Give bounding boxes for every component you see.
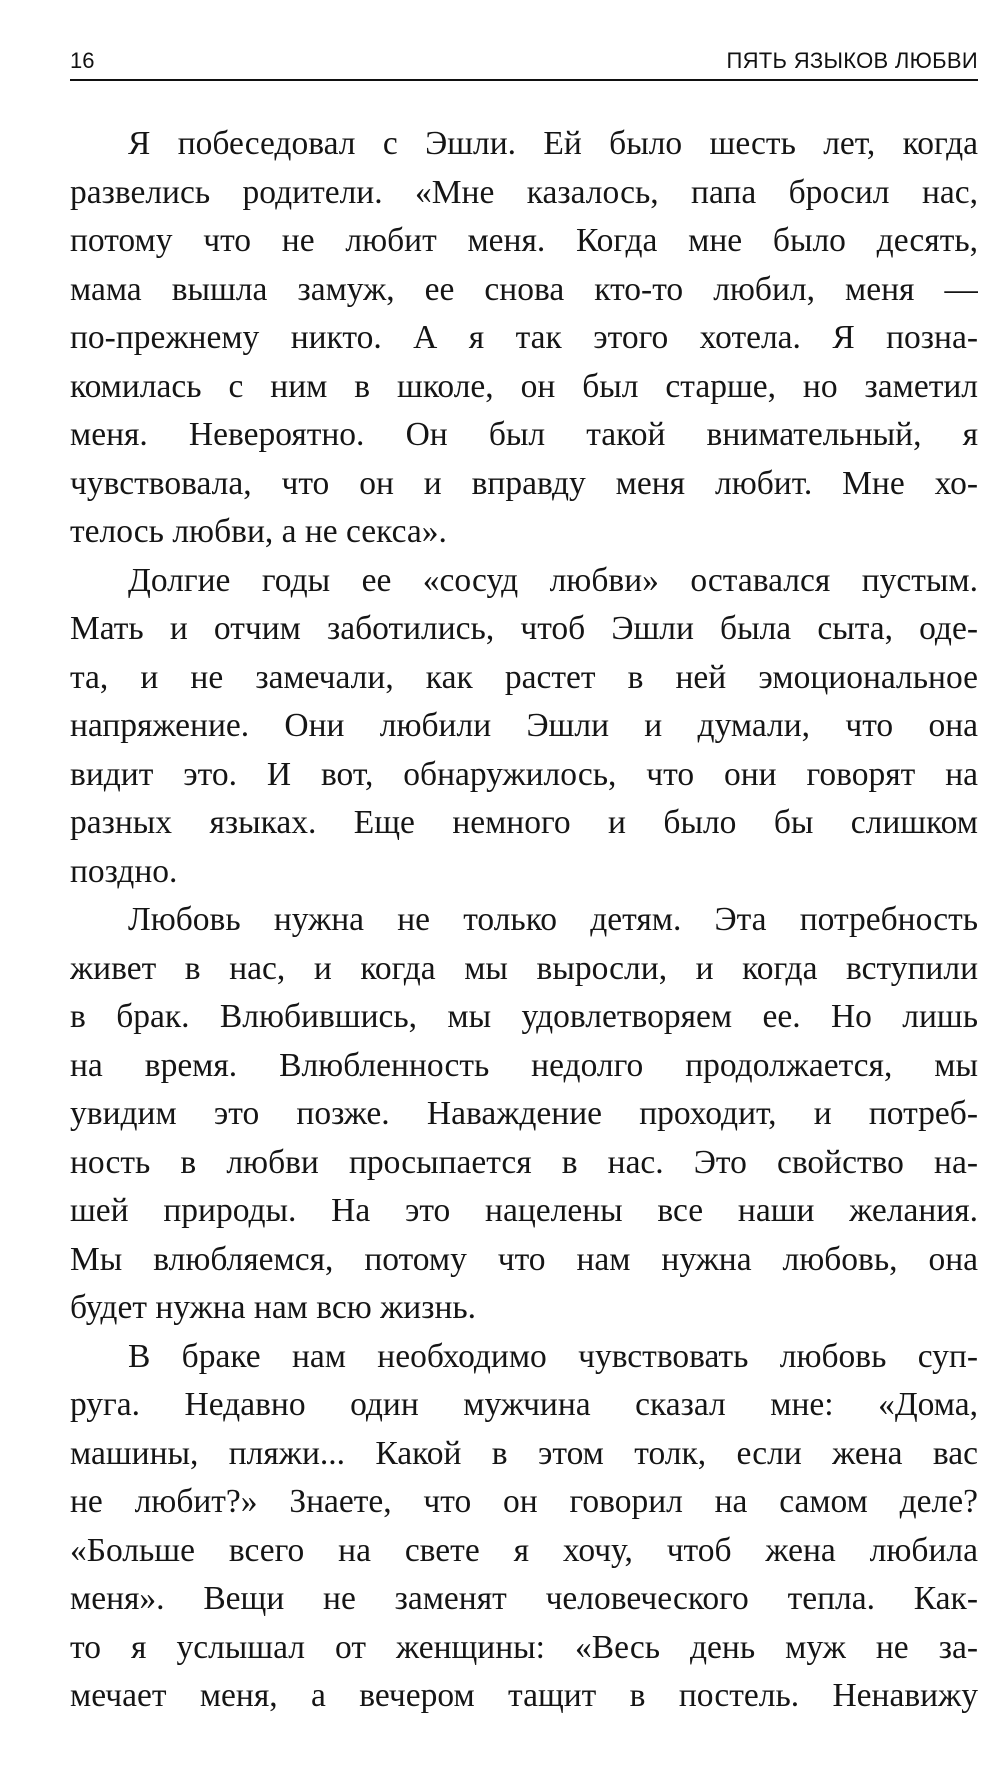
text-line: комилась с ним в школе, он был старше, но заметил [70,367,978,405]
text-line: меня». Вещи не заменят человеческого тепла. Как- [70,1580,978,1617]
text-line: ность в любви просыпается в нас. Это свойство на- [70,1143,978,1181]
text-line: та, и не замечали, как растет в ней эмоциональное [70,658,978,696]
text-line: мама вышла замуж, ее снова кто-то любил, меня — [70,270,978,308]
text-line: в брак. Влюбившись, мы удовлетворяем ее. Но лишь [70,998,978,1035]
text-line: на время. Влюбленность недолго продолжается, мы [70,1046,978,1084]
text-line: развелись родители. «Мне казалось, папа бросил нас, [70,173,978,211]
text-line: мечает меня, а вечером тащит в постель. Ненавижу [70,1677,978,1714]
page-number: 16 [70,48,95,73]
text-line: Долгие годы ее «сосуд любви» оставался пустым. [128,561,978,599]
text-line: разных языках. Еще немного и было бы слишком [70,804,978,841]
text-line: Мы влюбляемся, потому что нам нужна любовь, она [70,1240,978,1278]
text-line: Любовь нужна не только детям. Эта потребность [128,901,978,938]
text-line: поздно. [70,852,178,890]
text-line: «Больше всего на свете я хочу, чтоб жена любила [70,1531,978,1569]
paragraph [70,896,978,1333]
text-line: В браке нам необходимо чувствовать любовь суп- [128,1337,978,1375]
paragraph [70,120,978,557]
text-line: напряжение. Они любили Эшли и думали, что она [70,707,978,744]
text-line: чувствовала, что он и вправду меня любит. Мне хо- [70,464,978,502]
text-line: руга. Недавно один мужчина сказал мне: «Дома, [70,1386,978,1423]
paragraph [70,557,978,897]
text-line: потому что не любит меня. Когда мне было десять, [70,222,978,259]
text-line: будет нужна нам всю жизнь. [70,1289,477,1326]
text-line: видит это. И вот, обнаружилось, что они говорят на [70,755,978,793]
text-line: то я услышал от женщины: «Весь день муж не за- [70,1628,978,1666]
body-text [70,120,978,1721]
paragraph [70,1333,978,1721]
running-head: ПЯТЬ ЯЗЫКОВ ЛЮБВИ [726,48,978,73]
text-line: не любит?» Знаете, что он говорил на самом деле? [70,1483,978,1520]
text-line: живет в нас, и когда мы выросли, и когда вступили [70,949,978,987]
text-line: машины, пляжи... Какой в этом толк, если жена вас [70,1434,978,1472]
text-line: Мать и отчим заботились, чтоб Эшли была сыта, оде- [70,610,978,647]
text-line: Я побеседовал с Эшли. Ей было шесть лет, когда [128,125,978,162]
text-line: меня. Невероятно. Он был такой внимательный, я [70,416,978,453]
text-line: по-прежнему никто. А я так этого хотела. Я позна- [70,319,978,356]
text-line: телось любви, а не секса». [70,513,447,550]
text-line: увидим это позже. Наваждение проходит, и потреб- [70,1095,978,1132]
header-rule [70,79,978,81]
text-line: шей природы. На это нацелены все наши желания. [70,1192,978,1229]
page-header [70,42,978,80]
